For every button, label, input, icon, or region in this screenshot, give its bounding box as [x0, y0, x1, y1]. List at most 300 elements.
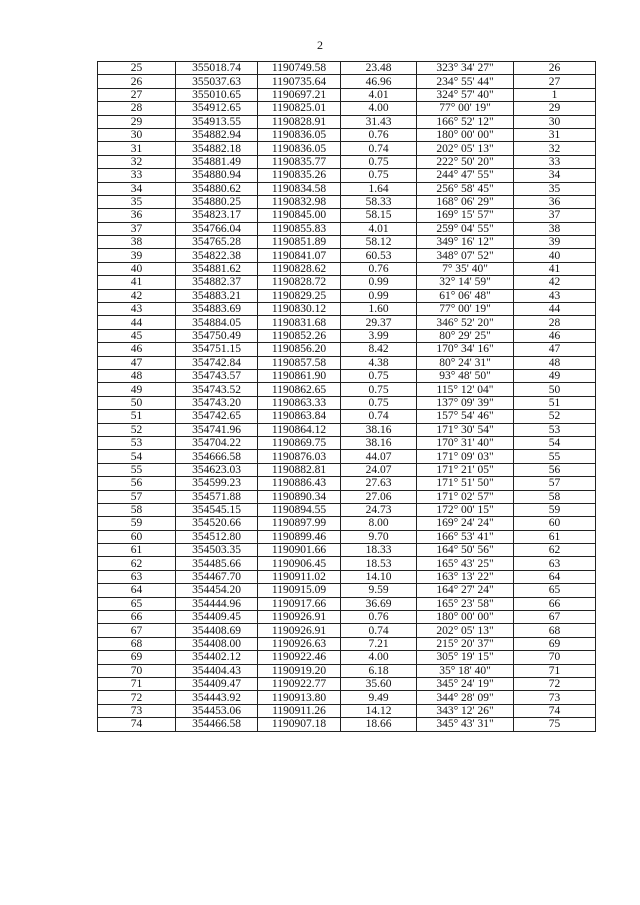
y-coordinate-cell: 1190825.01 [258, 102, 341, 115]
y-coordinate-cell: 1190894.55 [258, 503, 341, 516]
distance-cell: 4.01 [341, 222, 417, 235]
point-number-cell: 55 [98, 463, 176, 476]
next-point-number-cell: 31 [514, 128, 596, 141]
table-row [98, 262, 596, 275]
y-coordinate-cell: 1190829.25 [258, 289, 341, 302]
y-coordinate-cell: 1190882.81 [258, 463, 341, 476]
table-row [98, 517, 596, 530]
table-row [98, 343, 596, 356]
table-row [98, 611, 596, 624]
x-coordinate-cell: 354443.92 [176, 691, 258, 704]
table-row [98, 477, 596, 490]
next-point-number-cell: 48 [514, 356, 596, 369]
bearing-cell: 80° 29' 25" [417, 329, 514, 342]
bearing-cell: 345° 24' 19" [417, 677, 514, 690]
distance-cell: 6.18 [341, 664, 417, 677]
x-coordinate-cell: 354751.15 [176, 343, 258, 356]
table-row [98, 115, 596, 128]
x-coordinate-cell: 354882.94 [176, 128, 258, 141]
distance-cell: 35.60 [341, 677, 417, 690]
table-row [98, 102, 596, 115]
x-coordinate-cell: 354884.05 [176, 316, 258, 329]
y-coordinate-cell: 1190863.84 [258, 410, 341, 423]
y-coordinate-cell: 1190828.91 [258, 115, 341, 128]
bearing-cell: 202° 05' 13" [417, 142, 514, 155]
distance-cell: 18.66 [341, 718, 417, 731]
next-point-number-cell: 26 [514, 62, 596, 75]
next-point-number-cell: 66 [514, 597, 596, 610]
table-row [98, 155, 596, 168]
bearing-cell: 234° 55' 44" [417, 75, 514, 88]
point-number-cell: 32 [98, 155, 176, 168]
table-row [98, 704, 596, 717]
distance-cell: 1.60 [341, 303, 417, 316]
point-number-cell: 69 [98, 651, 176, 664]
distance-cell: 1.64 [341, 182, 417, 195]
table-row [98, 329, 596, 342]
table-row [98, 62, 596, 75]
point-number-cell: 64 [98, 584, 176, 597]
distance-cell: 4.38 [341, 356, 417, 369]
bearing-cell: 32° 14' 59" [417, 276, 514, 289]
x-coordinate-cell: 354467.70 [176, 570, 258, 583]
x-coordinate-cell: 354766.04 [176, 222, 258, 235]
bearing-cell: 77° 00' 19" [417, 303, 514, 316]
distance-cell: 44.07 [341, 450, 417, 463]
point-number-cell: 38 [98, 236, 176, 249]
bearing-cell: 323° 34' 27" [417, 62, 514, 75]
distance-cell: 14.10 [341, 570, 417, 583]
bearing-cell: 222° 50' 20" [417, 155, 514, 168]
distance-cell: 27.06 [341, 490, 417, 503]
x-coordinate-cell: 354623.03 [176, 463, 258, 476]
table-row [98, 718, 596, 731]
next-point-number-cell: 37 [514, 209, 596, 222]
point-number-cell: 54 [98, 450, 176, 463]
bearing-cell: 157° 54' 46" [417, 410, 514, 423]
distance-cell: 0.99 [341, 289, 417, 302]
point-number-cell: 37 [98, 222, 176, 235]
coordinates-table [97, 61, 596, 732]
y-coordinate-cell: 1190863.33 [258, 396, 341, 409]
next-point-number-cell: 75 [514, 718, 596, 731]
point-number-cell: 28 [98, 102, 176, 115]
x-coordinate-cell: 354883.21 [176, 289, 258, 302]
next-point-number-cell: 27 [514, 75, 596, 88]
y-coordinate-cell: 1190899.46 [258, 530, 341, 543]
distance-cell: 7.21 [341, 637, 417, 650]
y-coordinate-cell: 1190922.46 [258, 651, 341, 664]
distance-cell: 58.12 [341, 236, 417, 249]
bearing-cell: 7° 35' 40" [417, 262, 514, 275]
next-point-number-cell: 62 [514, 544, 596, 557]
bearing-cell: 61° 06' 48" [417, 289, 514, 302]
distance-cell: 24.73 [341, 503, 417, 516]
y-coordinate-cell: 1190830.12 [258, 303, 341, 316]
x-coordinate-cell: 354912.65 [176, 102, 258, 115]
x-coordinate-cell: 354742.65 [176, 410, 258, 423]
distance-cell: 36.69 [341, 597, 417, 610]
x-coordinate-cell: 354882.37 [176, 276, 258, 289]
x-coordinate-cell: 354520.66 [176, 517, 258, 530]
x-coordinate-cell: 354823.17 [176, 209, 258, 222]
table-row [98, 544, 596, 557]
distance-cell: 24.07 [341, 463, 417, 476]
bearing-cell: 344° 28' 09" [417, 691, 514, 704]
next-point-number-cell: 70 [514, 651, 596, 664]
table-row [98, 463, 596, 476]
point-number-cell: 74 [98, 718, 176, 731]
point-number-cell: 29 [98, 115, 176, 128]
table-row [98, 396, 596, 409]
bearing-cell: 166° 52' 12" [417, 115, 514, 128]
next-point-number-cell: 29 [514, 102, 596, 115]
bearing-cell: 305° 19' 15" [417, 651, 514, 664]
next-point-number-cell: 58 [514, 490, 596, 503]
point-number-cell: 40 [98, 262, 176, 275]
bearing-cell: 180° 00' 00" [417, 128, 514, 141]
table-row [98, 195, 596, 208]
x-coordinate-cell: 354880.94 [176, 169, 258, 182]
y-coordinate-cell: 1190926.91 [258, 624, 341, 637]
point-number-cell: 63 [98, 570, 176, 583]
x-coordinate-cell: 355018.74 [176, 62, 258, 75]
y-coordinate-cell: 1190926.63 [258, 637, 341, 650]
next-point-number-cell: 38 [514, 222, 596, 235]
y-coordinate-cell: 1190864.12 [258, 423, 341, 436]
point-number-cell: 42 [98, 289, 176, 302]
bearing-cell: 244° 47' 55" [417, 169, 514, 182]
next-point-number-cell: 34 [514, 169, 596, 182]
point-number-cell: 67 [98, 624, 176, 637]
y-coordinate-cell: 1190906.45 [258, 557, 341, 570]
bearing-cell: 171° 51' 50" [417, 477, 514, 490]
point-number-cell: 59 [98, 517, 176, 530]
point-number-cell: 51 [98, 410, 176, 423]
next-point-number-cell: 35 [514, 182, 596, 195]
table-row [98, 128, 596, 141]
y-coordinate-cell: 1190832.98 [258, 195, 341, 208]
distance-cell: 0.74 [341, 624, 417, 637]
point-number-cell: 45 [98, 329, 176, 342]
point-number-cell: 60 [98, 530, 176, 543]
distance-cell: 58.33 [341, 195, 417, 208]
table-row [98, 651, 596, 664]
next-point-number-cell: 43 [514, 289, 596, 302]
next-point-number-cell: 55 [514, 450, 596, 463]
bearing-cell: 169° 24' 24" [417, 517, 514, 530]
next-point-number-cell: 72 [514, 677, 596, 690]
point-number-cell: 62 [98, 557, 176, 570]
y-coordinate-cell: 1190835.77 [258, 155, 341, 168]
bearing-cell: 346° 52' 20" [417, 316, 514, 329]
x-coordinate-cell: 354485.66 [176, 557, 258, 570]
table-row [98, 691, 596, 704]
distance-cell: 0.74 [341, 410, 417, 423]
y-coordinate-cell: 1190861.90 [258, 369, 341, 382]
point-number-cell: 58 [98, 503, 176, 516]
next-point-number-cell: 28 [514, 316, 596, 329]
distance-cell: 0.74 [341, 142, 417, 155]
bearing-cell: 349° 16' 12" [417, 236, 514, 249]
point-number-cell: 50 [98, 396, 176, 409]
distance-cell: 0.75 [341, 155, 417, 168]
bearing-cell: 170° 34' 16" [417, 343, 514, 356]
bearing-cell: 115° 12' 04" [417, 383, 514, 396]
point-number-cell: 65 [98, 597, 176, 610]
distance-cell: 18.53 [341, 557, 417, 570]
bearing-cell: 171° 02' 57" [417, 490, 514, 503]
x-coordinate-cell: 354409.45 [176, 611, 258, 624]
x-coordinate-cell: 354512.80 [176, 530, 258, 543]
next-point-number-cell: 54 [514, 436, 596, 449]
distance-cell: 4.01 [341, 88, 417, 101]
x-coordinate-cell: 355010.65 [176, 88, 258, 101]
y-coordinate-cell: 1190835.26 [258, 169, 341, 182]
point-number-cell: 33 [98, 169, 176, 182]
x-coordinate-cell: 354765.28 [176, 236, 258, 249]
table-row [98, 222, 596, 235]
table-row [98, 637, 596, 650]
y-coordinate-cell: 1190749.58 [258, 62, 341, 75]
y-coordinate-cell: 1190841.07 [258, 249, 341, 262]
point-number-cell: 71 [98, 677, 176, 690]
bearing-cell: 166° 53' 41" [417, 530, 514, 543]
point-number-cell: 36 [98, 209, 176, 222]
table-row [98, 236, 596, 249]
bearing-cell: 180° 00' 00" [417, 611, 514, 624]
distance-cell: 18.33 [341, 544, 417, 557]
point-number-cell: 53 [98, 436, 176, 449]
point-number-cell: 61 [98, 544, 176, 557]
bearing-cell: 77° 00' 19" [417, 102, 514, 115]
bearing-cell: 256° 58' 45" [417, 182, 514, 195]
x-coordinate-cell: 354571.88 [176, 490, 258, 503]
next-point-number-cell: 44 [514, 303, 596, 316]
table-row [98, 75, 596, 88]
x-coordinate-cell: 354453.06 [176, 704, 258, 717]
table-row [98, 664, 596, 677]
bearing-cell: 164° 50' 56" [417, 544, 514, 557]
table-row [98, 249, 596, 262]
point-number-cell: 52 [98, 423, 176, 436]
y-coordinate-cell: 1190855.83 [258, 222, 341, 235]
table-row [98, 450, 596, 463]
next-point-number-cell: 32 [514, 142, 596, 155]
bearing-cell: 165° 23' 58" [417, 597, 514, 610]
bearing-cell: 348° 07' 52" [417, 249, 514, 262]
bearing-cell: 215° 20' 37" [417, 637, 514, 650]
x-coordinate-cell: 354408.00 [176, 637, 258, 650]
bearing-cell: 345° 43' 31" [417, 718, 514, 731]
x-coordinate-cell: 354822.38 [176, 249, 258, 262]
next-point-number-cell: 51 [514, 396, 596, 409]
point-number-cell: 39 [98, 249, 176, 262]
table-row [98, 557, 596, 570]
next-point-number-cell: 67 [514, 611, 596, 624]
x-coordinate-cell: 354883.69 [176, 303, 258, 316]
y-coordinate-cell: 1190834.58 [258, 182, 341, 195]
bearing-cell: 172° 00' 15" [417, 503, 514, 516]
distance-cell: 38.16 [341, 423, 417, 436]
table-row [98, 490, 596, 503]
bearing-cell: 165° 43' 25" [417, 557, 514, 570]
next-point-number-cell: 53 [514, 423, 596, 436]
y-coordinate-cell: 1190917.66 [258, 597, 341, 610]
bearing-cell: 171° 21' 05" [417, 463, 514, 476]
distance-cell: 0.75 [341, 383, 417, 396]
y-coordinate-cell: 1190915.09 [258, 584, 341, 597]
next-point-number-cell: 39 [514, 236, 596, 249]
bearing-cell: 93° 48' 50" [417, 369, 514, 382]
table-row [98, 289, 596, 302]
next-point-number-cell: 61 [514, 530, 596, 543]
distance-cell: 4.00 [341, 102, 417, 115]
table-row [98, 316, 596, 329]
x-coordinate-cell: 354545.15 [176, 503, 258, 516]
distance-cell: 0.76 [341, 611, 417, 624]
next-point-number-cell: 65 [514, 584, 596, 597]
x-coordinate-cell: 354704.22 [176, 436, 258, 449]
table-row [98, 624, 596, 637]
point-number-cell: 66 [98, 611, 176, 624]
y-coordinate-cell: 1190890.34 [258, 490, 341, 503]
point-number-cell: 27 [98, 88, 176, 101]
next-point-number-cell: 47 [514, 343, 596, 356]
page-number: 2 [317, 38, 323, 52]
table-row [98, 369, 596, 382]
y-coordinate-cell: 1190836.05 [258, 142, 341, 155]
distance-cell: 38.16 [341, 436, 417, 449]
y-coordinate-cell: 1190869.75 [258, 436, 341, 449]
table-row [98, 182, 596, 195]
distance-cell: 0.75 [341, 169, 417, 182]
table-row [98, 383, 596, 396]
next-point-number-cell: 36 [514, 195, 596, 208]
x-coordinate-cell: 354404.43 [176, 664, 258, 677]
x-coordinate-cell: 354880.25 [176, 195, 258, 208]
point-number-cell: 43 [98, 303, 176, 316]
x-coordinate-cell: 354913.55 [176, 115, 258, 128]
table-row [98, 356, 596, 369]
distance-cell: 31.43 [341, 115, 417, 128]
next-point-number-cell: 60 [514, 517, 596, 530]
next-point-number-cell: 40 [514, 249, 596, 262]
bearing-cell: 168° 06' 29" [417, 195, 514, 208]
y-coordinate-cell: 1190852.26 [258, 329, 341, 342]
next-point-number-cell: 52 [514, 410, 596, 423]
x-coordinate-cell: 354503.35 [176, 544, 258, 557]
next-point-number-cell: 59 [514, 503, 596, 516]
point-number-cell: 68 [98, 637, 176, 650]
table-row [98, 423, 596, 436]
y-coordinate-cell: 1190913.80 [258, 691, 341, 704]
table-row [98, 584, 596, 597]
distance-cell: 58.15 [341, 209, 417, 222]
point-number-cell: 44 [98, 316, 176, 329]
table-row [98, 530, 596, 543]
point-number-cell: 56 [98, 477, 176, 490]
point-number-cell: 30 [98, 128, 176, 141]
x-coordinate-cell: 354741.96 [176, 423, 258, 436]
next-point-number-cell: 69 [514, 637, 596, 650]
point-number-cell: 35 [98, 195, 176, 208]
bearing-cell: 171° 30' 54" [417, 423, 514, 436]
distance-cell: 27.63 [341, 477, 417, 490]
distance-cell: 8.42 [341, 343, 417, 356]
bearing-cell: 202° 05' 13" [417, 624, 514, 637]
coordinates-table-body [98, 62, 596, 732]
y-coordinate-cell: 1190857.58 [258, 356, 341, 369]
table-row [98, 276, 596, 289]
x-coordinate-cell: 354881.62 [176, 262, 258, 275]
distance-cell: 0.76 [341, 128, 417, 141]
next-point-number-cell: 64 [514, 570, 596, 583]
x-coordinate-cell: 354599.23 [176, 477, 258, 490]
next-point-number-cell: 63 [514, 557, 596, 570]
point-number-cell: 26 [98, 75, 176, 88]
point-number-cell: 70 [98, 664, 176, 677]
bearing-cell: 171° 09' 03" [417, 450, 514, 463]
next-point-number-cell: 73 [514, 691, 596, 704]
bearing-cell: 170° 31' 40" [417, 436, 514, 449]
distance-cell: 60.53 [341, 249, 417, 262]
next-point-number-cell: 49 [514, 369, 596, 382]
x-coordinate-cell: 354880.62 [176, 182, 258, 195]
x-coordinate-cell: 354402.12 [176, 651, 258, 664]
table-row [98, 169, 596, 182]
distance-cell: 8.00 [341, 517, 417, 530]
point-number-cell: 49 [98, 383, 176, 396]
y-coordinate-cell: 1190876.03 [258, 450, 341, 463]
bearing-cell: 343° 12' 26" [417, 704, 514, 717]
point-number-cell: 48 [98, 369, 176, 382]
next-point-number-cell: 30 [514, 115, 596, 128]
next-point-number-cell: 71 [514, 664, 596, 677]
x-coordinate-cell: 354743.52 [176, 383, 258, 396]
x-coordinate-cell: 354743.20 [176, 396, 258, 409]
x-coordinate-cell: 354466.58 [176, 718, 258, 731]
distance-cell: 9.59 [341, 584, 417, 597]
x-coordinate-cell: 354742.84 [176, 356, 258, 369]
distance-cell: 0.99 [341, 276, 417, 289]
y-coordinate-cell: 1190907.18 [258, 718, 341, 731]
bearing-cell: 137° 09' 39" [417, 396, 514, 409]
next-point-number-cell: 46 [514, 329, 596, 342]
distance-cell: 0.75 [341, 369, 417, 382]
next-point-number-cell: 68 [514, 624, 596, 637]
next-point-number-cell: 50 [514, 383, 596, 396]
bearing-cell: 324° 57' 40" [417, 88, 514, 101]
x-coordinate-cell: 354743.57 [176, 369, 258, 382]
distance-cell: 29.37 [341, 316, 417, 329]
bearing-cell: 164° 27' 24" [417, 584, 514, 597]
distance-cell: 9.49 [341, 691, 417, 704]
x-coordinate-cell: 354881.49 [176, 155, 258, 168]
y-coordinate-cell: 1190851.89 [258, 236, 341, 249]
x-coordinate-cell: 355037.63 [176, 75, 258, 88]
y-coordinate-cell: 1190697.21 [258, 88, 341, 101]
next-point-number-cell: 42 [514, 276, 596, 289]
next-point-number-cell: 33 [514, 155, 596, 168]
x-coordinate-cell: 354750.49 [176, 329, 258, 342]
y-coordinate-cell: 1190828.62 [258, 262, 341, 275]
bearing-cell: 35° 18' 40" [417, 664, 514, 677]
point-number-cell: 25 [98, 62, 176, 75]
distance-cell: 3.99 [341, 329, 417, 342]
point-number-cell: 34 [98, 182, 176, 195]
table-row [98, 209, 596, 222]
